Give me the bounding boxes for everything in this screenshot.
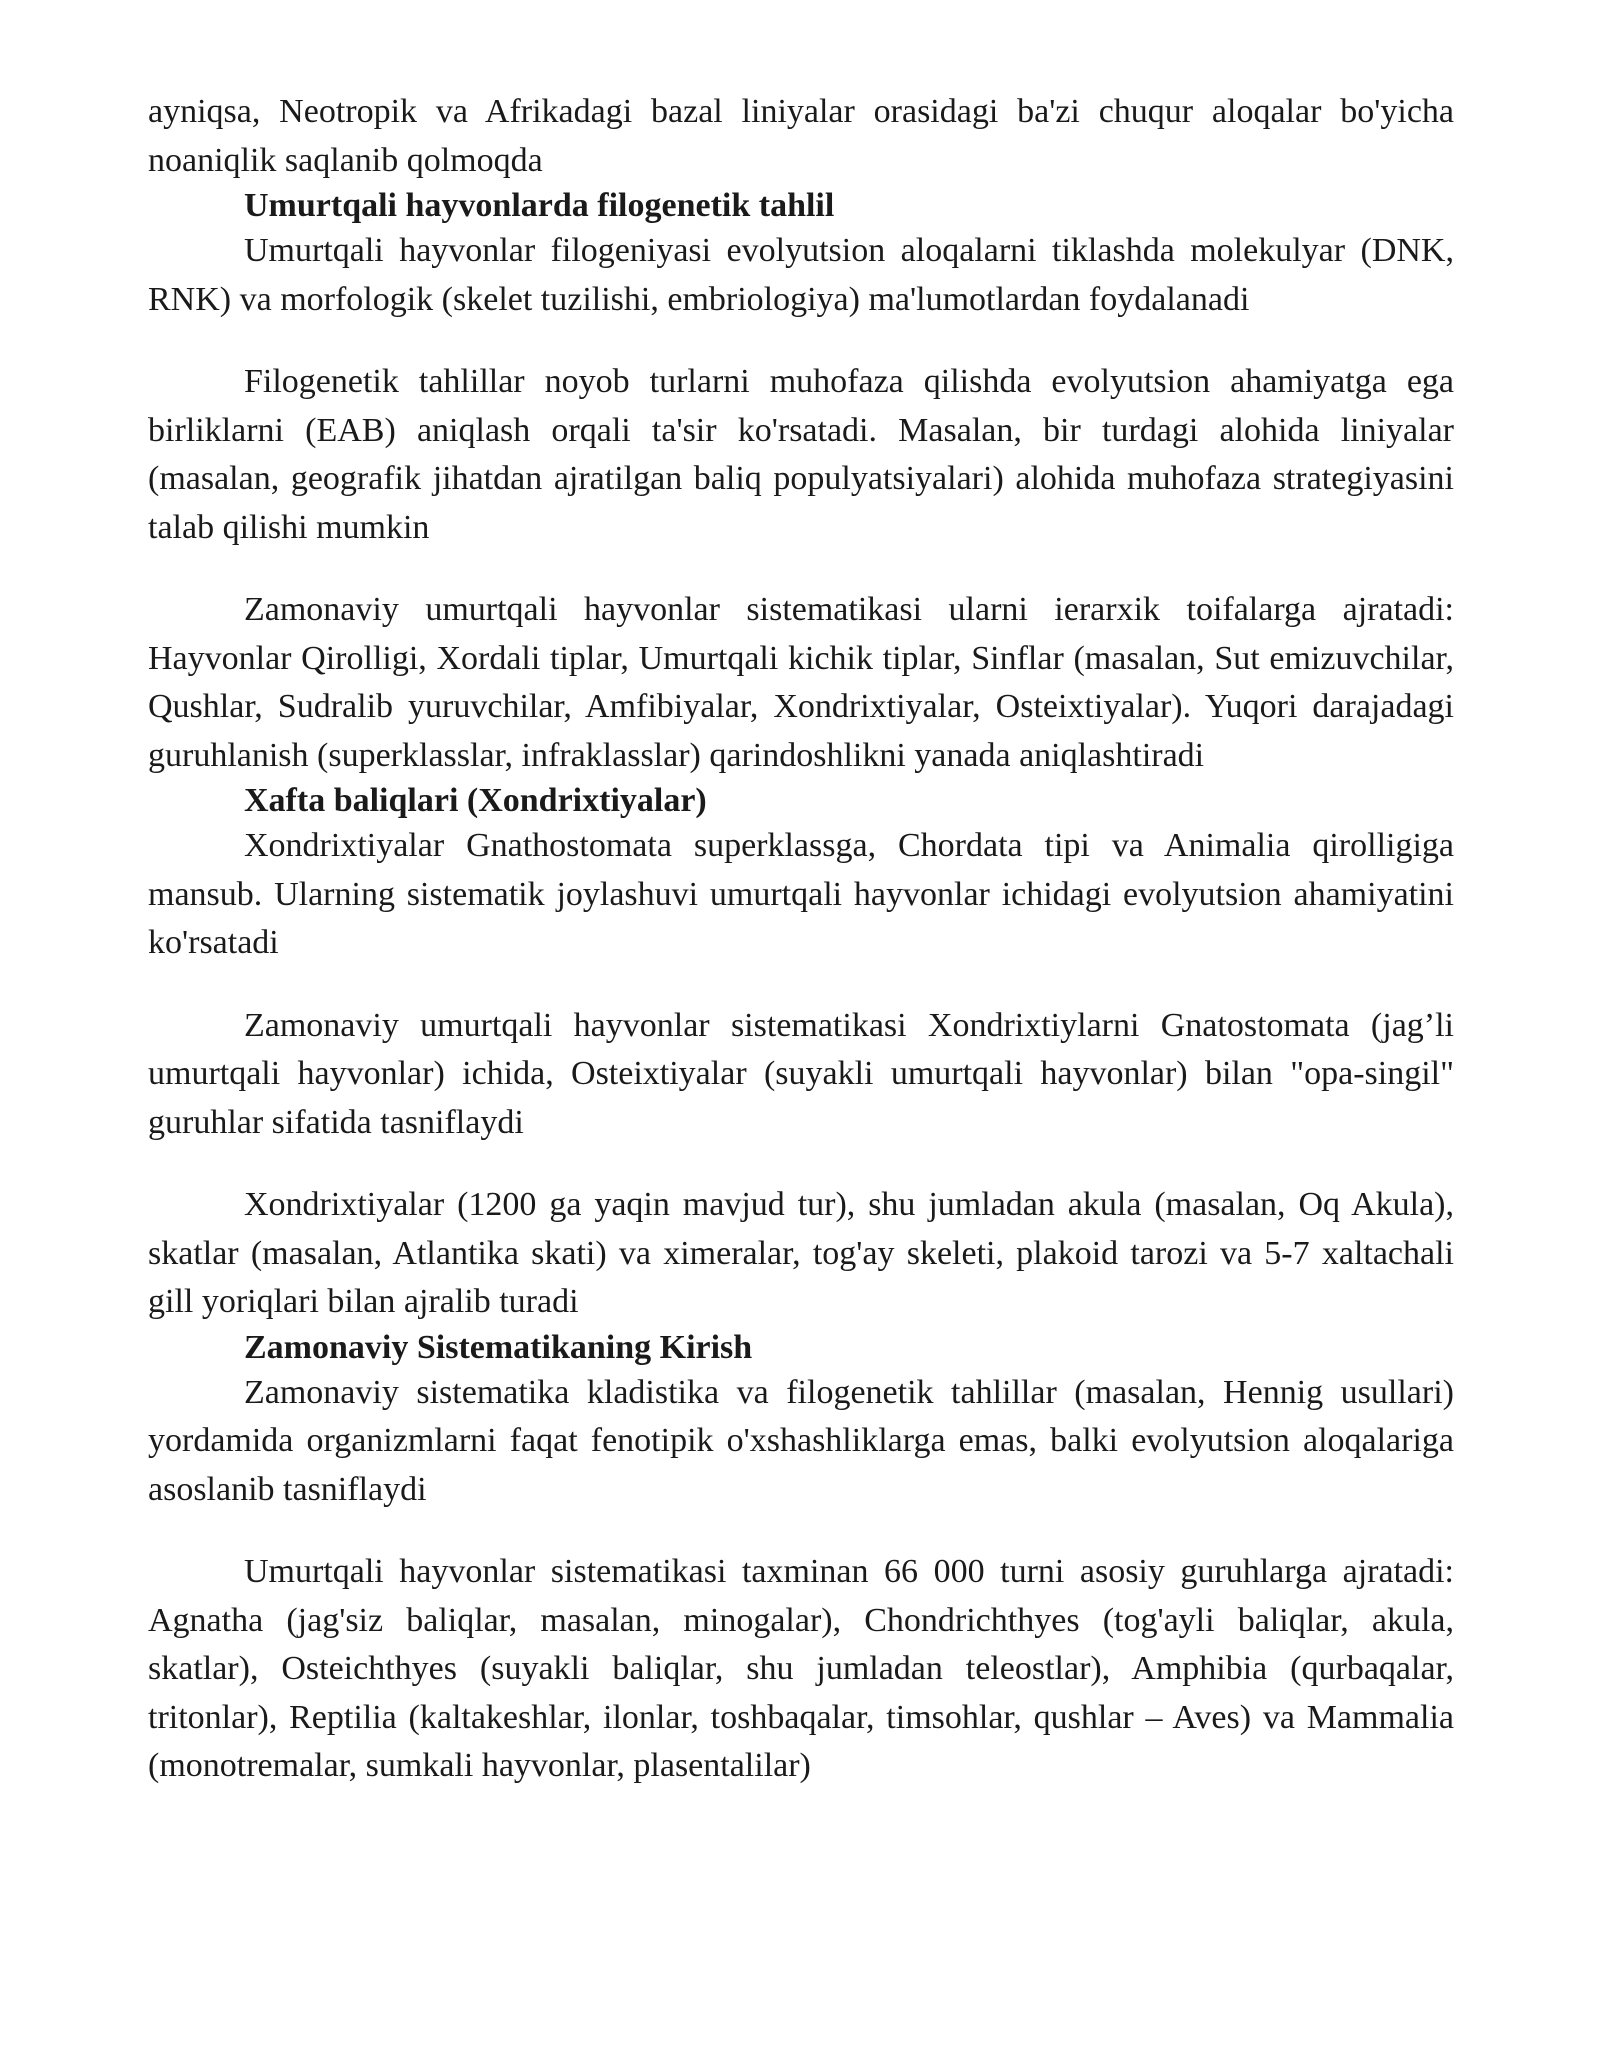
- body-paragraph: Umurtqali hayvonlar sistematikasi taxminan 66 000 turni asosiy guruhlarga ajratadi: Agnatha (jag'siz baliqlar, masalan, minogalar), Chondrichthyes (tog'ayli baliqlar, akula, skatlar), Osteichthyes (suyakli baliqlar, shu jumladan teleostlar), Amphibia (qurbaqalar, tritonlar), Reptilia (kaltakeshlar, ilonlar, toshbaqalar, timsohlar, qushlar – Aves) va Mammalia (monotremalar, sumkali hayvonlar, plasentalilar): [148, 1553, 1454, 1784]
- body-paragraph: Zamonaviy umurtqali hayvonlar sistematikasi Xondrixtiylarni Gnatostomata (jag’li umurtqali hayvonlar) ichida, Osteixtiyalar (suyakli umurtqali hayvonlar) bilan "opa-singil" guruhlar sifatida tasniflaydi: [148, 1006, 1454, 1141]
- continuation-paragraph: ayniqsa, Neotropik va Afrikadagi bazal liniyalar orasidagi ba'zi chuqur aloqalar bo'yicha noaniqlik saqlanib qolmoqda: [148, 93, 1454, 179]
- document-page: [148, 88, 1454, 1791]
- body-paragraph: Umurtqali hayvonlar filogeniyasi evolyutsion aloqalarni tiklashda molekulyar (DNK, RNK) va morfologik (skelet tuzilishi, embriologiya) ma'lumotlardan foydalanadi: [148, 232, 1454, 318]
- body-paragraph: Zamonaviy sistematika kladistika va filogenetik tahlillar (masalan, Hennig usullari) yordamida organizmlarni faqat fenotipik o'xshashliklarga emas, balki evolyutsion aloqalariga asoslanib tasniflaydi: [148, 1373, 1454, 1508]
- body-paragraph: Xondrixtiyalar (1200 ga yaqin mavjud tur), shu jumladan akula (masalan, Oq Akula), skatlar (masalan, Atlantika skati) va ximeralar, tog'ay skeleti, plakoid tarozi va 5-7 xaltachali gill yoriqlari bilan ajralib turadi: [148, 1186, 1454, 1320]
- body-paragraph: Filogenetik tahlillar noyob turlarni muhofaza qilishda evolyutsion ahamiyatga ega birliklarni (EAB) aniqlash orqali ta'sir ko'rsatadi. Masalan, bir turdagi alohida liniyalar (masalan, geografik jihatdan ajratilgan baliq populyatsiyalari) alohida muhofaza strategiyasini talab qilishi mumkin: [148, 363, 1454, 546]
- body-paragraph: Xondrixtiyalar Gnathostomata superklassga, Chordata tipi va Animalia qirolligiga mansub. Ularning sistematik joylashuvi umurtqali hayvonlar ichidagi evolyutsion ahamiyatini ko'rsatadi: [148, 827, 1454, 961]
- section-heading: Xafta baliqlari (Xondrixtiyalar): [244, 782, 707, 819]
- section-heading: Umurtqali hayvonlarda filogenetik tahlil: [244, 187, 835, 224]
- section-heading: Zamonaviy Sistematikaning Kirish: [244, 1328, 753, 1366]
- body-paragraph: Zamonaviy umurtqali hayvonlar sistematikasi ularni ierarxik toifalarga ajratadi: Hayvonlar Qirolligi, Xordali tiplar, Umurtqali kichik tiplar, Sinflar (masalan, Sut emizuvchilar, Qushlar, Sudralib yuruvchilar, Amfibiyalar, Xondrixtiyalar, Osteixtiyalar). Yuqori darajadagi guruhlanish (superklasslar, infraklasslar) qarindoshlikni yanada aniqlashtiradi: [148, 591, 1454, 774]
